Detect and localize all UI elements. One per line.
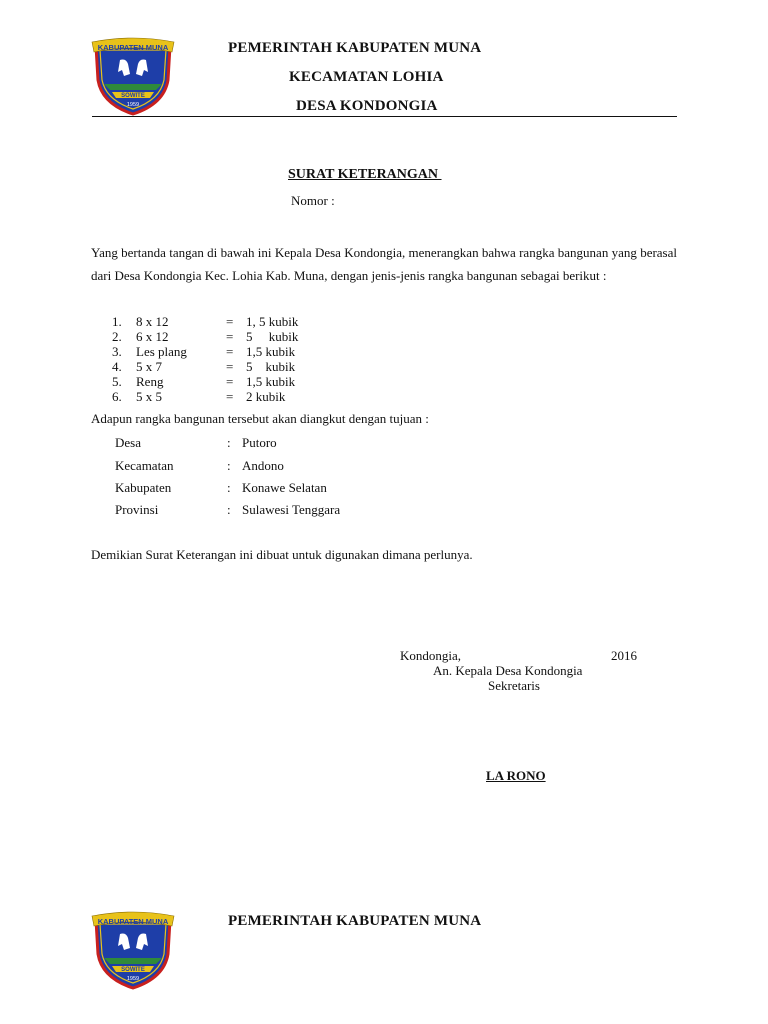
item-equals: = bbox=[226, 374, 234, 389]
destination-separator: : bbox=[227, 458, 231, 473]
kabupaten-muna-emblem bbox=[90, 36, 176, 116]
item-name: 5 x 5 bbox=[136, 389, 162, 404]
letter-number: Nomor : bbox=[291, 193, 335, 208]
header-line-3: DESA KONDONGIA bbox=[296, 98, 438, 114]
next-header-line-1: PEMERINTAH KABUPATEN MUNA bbox=[228, 913, 482, 929]
emblem-graphic bbox=[90, 36, 176, 116]
item-equals: = bbox=[226, 359, 234, 374]
item-value: 1,5 kubik bbox=[246, 374, 296, 389]
emblem-year: 1959 bbox=[126, 102, 140, 108]
header-divider bbox=[92, 116, 677, 117]
item-number: 3. bbox=[112, 344, 122, 359]
destination-separator: : bbox=[227, 502, 231, 517]
item-equals: = bbox=[226, 329, 234, 344]
destination-value: Andono bbox=[242, 458, 284, 473]
destination-value: Sulawesi Tenggara bbox=[242, 502, 341, 517]
item-name: Les plang bbox=[136, 344, 187, 359]
letterhead bbox=[0, 0, 768, 120]
destination-separator: : bbox=[227, 480, 231, 495]
letter-title: SURAT KETERANGAN bbox=[288, 167, 442, 182]
header-line-1: PEMERINTAH KABUPATEN MUNA bbox=[228, 40, 482, 56]
signature-year: 2016 bbox=[611, 648, 637, 663]
item-value: 5 kubik bbox=[246, 359, 296, 374]
next-page-letterhead bbox=[0, 900, 768, 1024]
destination-label: Provinsi bbox=[115, 502, 159, 517]
destination-separator: : bbox=[227, 435, 231, 450]
item-number: 2. bbox=[112, 329, 122, 344]
signatory-name: LA RONO bbox=[486, 768, 546, 783]
kabupaten-muna-emblem bbox=[90, 910, 176, 990]
intro-paragraph: Yang bertanda tangan di bawah ini Kepala Desa Kondongia, menerangkan bahwa rangka bangunan yang berasal dari Desa Kondongia Kec. Lohia Kab. Muna, dengan jenis-jenis rangka bangunan sebagai berikut : bbox=[91, 245, 677, 283]
emblem-motto: SOWITE bbox=[121, 967, 145, 973]
item-number: 1. bbox=[112, 314, 122, 329]
item-number: 6. bbox=[112, 389, 122, 404]
destination-label: Kabupaten bbox=[115, 480, 172, 495]
item-name: 6 x 12 bbox=[136, 329, 169, 344]
item-value: 5 kubik bbox=[246, 329, 299, 344]
signature-role: Sekretaris bbox=[488, 678, 540, 693]
item-number: 4. bbox=[112, 359, 122, 374]
closing-statement: Demikian Surat Keterangan ini dibuat untuk digunakan dimana perlunya. bbox=[91, 547, 473, 562]
item-name: 8 x 12 bbox=[136, 314, 169, 329]
item-value: 1,5 kubik bbox=[246, 344, 296, 359]
destination-value: Konawe Selatan bbox=[242, 480, 327, 495]
item-value: 1, 5 kubik bbox=[246, 314, 299, 329]
emblem-ribbon-text: KABUPATEN MUNA bbox=[97, 917, 169, 926]
item-number: 5. bbox=[112, 374, 122, 389]
emblem-motto: SOWITE bbox=[121, 93, 145, 99]
item-equals: = bbox=[226, 389, 234, 404]
destination-label: Kecamatan bbox=[115, 458, 174, 473]
item-name: 5 x 7 bbox=[136, 359, 162, 374]
item-name: Reng bbox=[136, 374, 164, 389]
destination-value: Putoro bbox=[242, 435, 277, 450]
signature-on-behalf: An. Kepala Desa Kondongia bbox=[433, 663, 583, 678]
header-line-2: KECAMATAN LOHIA bbox=[289, 69, 444, 85]
emblem-ribbon-text: KABUPATEN MUNA bbox=[97, 43, 169, 52]
signature-place: Kondongia, bbox=[400, 648, 462, 663]
item-equals: = bbox=[226, 344, 234, 359]
item-equals: = bbox=[226, 314, 234, 329]
emblem-graphic bbox=[90, 910, 176, 990]
item-value: 2 kubik bbox=[246, 389, 286, 404]
emblem-year: 1959 bbox=[126, 976, 140, 982]
destination-label: Desa bbox=[115, 435, 141, 450]
destination-intro: Adapun rangka bangunan tersebut akan diangkut dengan tujuan : bbox=[91, 411, 429, 426]
